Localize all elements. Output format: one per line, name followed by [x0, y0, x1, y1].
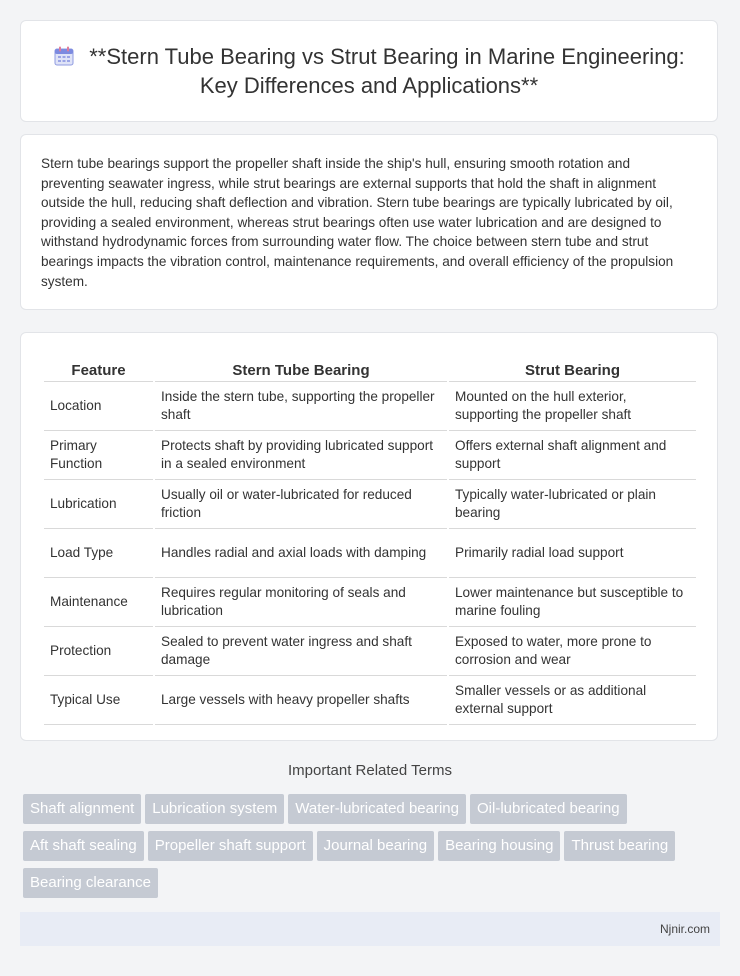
table-cell: Protection	[44, 627, 153, 676]
table-row	[44, 627, 696, 676]
intro-paragraph: Stern tube bearings support the propeller shaft inside the ship's hull, ensuring smooth rotation and preventing seawater ingress, while strut bearings are external supports that hold the shaft in alignment outside the hull, reducing shaft deflection and vibration. Stern tube bearings are typically lubricated by oil, providing a sealed environment, whereas strut bearings often use water lubrication and are designed to withstand hydrodynamic forces from surrounding water flow. The choice between stern tube and strut bearings impacts the vibration control, maintenance requirements, and overall efficiency of the propulsion system.	[41, 156, 674, 289]
tag-bearing-housing[interactable]: Bearing housing	[438, 831, 560, 861]
tag-propeller-shaft-support[interactable]: Propeller shaft support	[148, 831, 313, 861]
page-title	[49, 42, 689, 100]
table-cell: Lower maintenance but susceptible to marine fouling	[449, 578, 696, 627]
tag-oil-lubricated-bearing[interactable]: Oil-lubricated bearing	[470, 794, 627, 824]
tag-bearing-clearance[interactable]: Bearing clearance	[23, 868, 158, 898]
calendar-icon	[53, 45, 75, 67]
table-cell: Large vessels with heavy propeller shafts	[155, 676, 447, 725]
table-row	[44, 431, 696, 480]
comparison-table-card	[20, 332, 718, 741]
table-cell: Smaller vessels or as additional external support	[449, 676, 696, 725]
table-cell: Typically water-lubricated or plain bearing	[449, 480, 696, 529]
table-cell: Typical Use	[44, 676, 153, 725]
table-cell: Location	[44, 382, 153, 431]
table-cell: Mounted on the hull exterior, supporting the propeller shaft	[449, 382, 696, 431]
table-cell: Primarily radial load support	[449, 529, 696, 578]
tag-aft-shaft-sealing[interactable]: Aft shaft sealing	[23, 831, 144, 861]
header-feature: Feature	[44, 353, 153, 382]
table-cell: Exposed to water, more prone to corrosion and wear	[449, 627, 696, 676]
table-row	[44, 578, 696, 627]
table-cell: Protects shaft by providing lubricated support in a sealed environment	[155, 431, 447, 480]
tag-lubrication-system[interactable]: Lubrication system	[145, 794, 284, 824]
table-cell: Sealed to prevent water ingress and shaft damage	[155, 627, 447, 676]
table-cell: Inside the stern tube, supporting the propeller shaft	[155, 382, 447, 431]
related-terms-heading: Important Related Terms	[288, 762, 452, 779]
tag-journal-bearing[interactable]: Journal bearing	[317, 831, 434, 861]
footer	[20, 912, 720, 946]
tag-shaft-alignment[interactable]: Shaft alignment	[23, 794, 141, 824]
footer-site-name[interactable]: Njnir.com	[659, 922, 710, 936]
header-stern-tube: Stern Tube Bearing	[155, 353, 447, 382]
table-row	[44, 480, 696, 529]
tag-water-lubricated-bearing[interactable]: Water-lubricated bearing	[288, 794, 466, 824]
header-strut: Strut Bearing	[449, 353, 696, 382]
table-row	[44, 382, 696, 431]
intro-card	[20, 134, 718, 310]
table-row	[44, 529, 696, 578]
table-cell: Requires regular monitoring of seals and lubrication	[155, 578, 447, 627]
page-title-text: **Stern Tube Bearing vs Strut Bearing in Marine Engineering: Key Differences and Applications**	[89, 44, 685, 98]
table-row	[44, 676, 696, 725]
tag-thrust-bearing[interactable]: Thrust bearing	[564, 831, 675, 861]
related-terms-list	[23, 794, 723, 905]
table-cell: Lubrication	[44, 480, 153, 529]
title-card	[20, 20, 718, 122]
table-cell: Handles radial and axial loads with damping	[155, 529, 447, 578]
table-cell: Primary Function	[44, 431, 153, 480]
comparison-table	[42, 353, 698, 725]
table-header-row	[44, 353, 696, 382]
table-cell: Offers external shaft alignment and support	[449, 431, 696, 480]
table-cell: Maintenance	[44, 578, 153, 627]
table-cell: Usually oil or water-lubricated for reduced friction	[155, 480, 447, 529]
table-cell: Load Type	[44, 529, 153, 578]
